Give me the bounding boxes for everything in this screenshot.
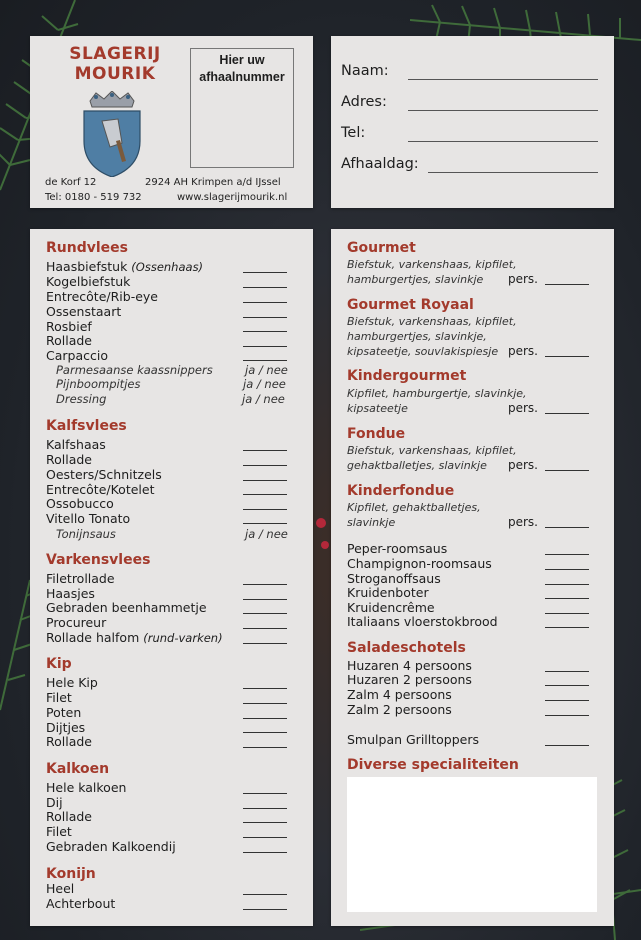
- section-title-diverse: Diverse specialiteiten: [347, 757, 519, 773]
- quantity-field[interactable]: [243, 331, 287, 332]
- quantity-field[interactable]: [545, 685, 589, 686]
- list-item: Hele Kip: [46, 675, 98, 690]
- list-item: Rollade: [46, 734, 93, 749]
- gourmet-order-panel: [331, 229, 614, 926]
- shop-website[interactable]: www.slagerijmourik.nl: [177, 192, 288, 203]
- quantity-field[interactable]: [243, 465, 287, 466]
- persons-field[interactable]: [545, 413, 589, 414]
- list-item: Procureur: [46, 615, 107, 630]
- list-item: Carpaccio: [46, 348, 108, 363]
- quantity-field[interactable]: [243, 732, 287, 733]
- shop-phone: Tel: 0180 - 519 732: [45, 192, 142, 203]
- name-label: Naam:: [341, 63, 389, 79]
- berry-decoration: [313, 515, 333, 555]
- quantity-field[interactable]: [243, 808, 287, 809]
- quantity-field[interactable]: [243, 494, 287, 495]
- quantity-field[interactable]: [243, 346, 287, 347]
- quantity-field[interactable]: [545, 598, 589, 599]
- extra-option: Pijnboompitjes: [56, 377, 141, 391]
- list-item: Entrecôte/Kotelet: [46, 482, 155, 497]
- yes-no-option[interactable]: ja / nee: [243, 377, 286, 391]
- phone-label: Tel:: [341, 125, 366, 141]
- quantity-field[interactable]: [243, 837, 287, 838]
- pers-label: pers.: [508, 272, 538, 286]
- list-item: Ossenstaart: [46, 304, 122, 319]
- quantity-field[interactable]: [243, 852, 287, 853]
- list-item: Kruidenboter: [347, 585, 429, 600]
- phone-field[interactable]: [408, 140, 598, 142]
- persons-field[interactable]: [545, 470, 589, 471]
- section-title-kalfsvlees: Kalfsvlees: [46, 418, 127, 434]
- quantity-field[interactable]: [545, 569, 589, 570]
- section-title-varkensvlees: Varkensvlees: [46, 552, 151, 568]
- pickup-day-label: Afhaaldag:: [341, 156, 419, 172]
- section-title-gourmet-royaal: Gourmet Royaal: [347, 297, 474, 313]
- yes-no-option[interactable]: ja / nee: [245, 527, 288, 541]
- quantity-field[interactable]: [243, 302, 287, 303]
- list-item: Kalfshaas: [46, 437, 106, 452]
- quantity-field[interactable]: [243, 317, 287, 318]
- section-title-kinderfondue: Kinderfondue: [347, 483, 455, 499]
- list-item: Heel: [46, 881, 75, 896]
- persons-field[interactable]: [545, 527, 589, 528]
- crest-cleaver-icon: [82, 91, 142, 177]
- list-item: Rollade: [46, 333, 93, 348]
- section-title-saladeschotels: Saladeschotels: [347, 640, 466, 656]
- list-item: Gebraden beenhammetje: [46, 600, 207, 615]
- quantity-field[interactable]: [243, 718, 287, 719]
- quantity-field[interactable]: [545, 715, 589, 716]
- quantity-field[interactable]: [243, 793, 287, 794]
- section-title-gourmet: Gourmet: [347, 240, 416, 256]
- list-item: Rollade halfom (rund-varken): [46, 630, 223, 645]
- list-item: Dij: [46, 795, 63, 810]
- kindergourmet-description: Kipfilet, hamburgertje, slavinkje, kipsateetje: [347, 387, 527, 415]
- pers-label: pers.: [508, 344, 538, 358]
- list-item: Haasjes: [46, 586, 95, 601]
- quantity-field[interactable]: [243, 450, 287, 451]
- list-item: Achterbout: [46, 896, 116, 911]
- quantity-field[interactable]: [545, 613, 589, 614]
- section-title-kalkoen: Kalkoen: [46, 761, 110, 777]
- list-item: Filet: [46, 690, 72, 705]
- quantity-field[interactable]: [243, 599, 287, 600]
- quantity-field[interactable]: [243, 894, 287, 895]
- list-item: Rollade: [46, 452, 93, 467]
- gourmet-description: Biefstuk, varkenshaas, kipfilet, hamburgertjes, slavinkje: [347, 258, 517, 286]
- quantity-field[interactable]: [545, 627, 589, 628]
- quantity-field[interactable]: [545, 554, 589, 555]
- pickup-box-line2: afhaalnummer: [199, 70, 285, 84]
- section-title-rundvlees: Rundvlees: [46, 240, 128, 256]
- gourmet-royaal-description: Biefstuk, varkenshaas, kipfilet, hamburgertjes, slavinkje, kipsateetje, souvlakispiesje: [347, 315, 517, 358]
- quantity-field[interactable]: [243, 613, 287, 614]
- persons-field[interactable]: [545, 356, 589, 357]
- list-item: Stroganoffsaus: [347, 571, 441, 586]
- list-item: Champignon-roomsaus: [347, 556, 492, 571]
- pers-label: pers.: [508, 401, 538, 415]
- quantity-field[interactable]: [545, 584, 589, 585]
- quantity-field[interactable]: [545, 700, 589, 701]
- list-item: Peper-roomsaus: [347, 541, 448, 556]
- shop-name-line2: MOURIK: [74, 64, 156, 84]
- list-item: Filet: [46, 824, 72, 839]
- pickup-number-box[interactable]: [190, 48, 294, 168]
- quantity-field[interactable]: [243, 909, 287, 910]
- list-item: Rosbief: [46, 319, 92, 334]
- address-street: de Korf 12: [45, 177, 97, 188]
- quantity-field[interactable]: [243, 584, 287, 585]
- list-item: Poten: [46, 705, 82, 720]
- kinderfondue-description: Kipfilet, gehaktballetjes, slavinkje: [347, 501, 481, 529]
- section-title-fondue: Fondue: [347, 426, 406, 442]
- list-item: Huzaren 2 persoons: [347, 672, 472, 687]
- quantity-field[interactable]: [545, 745, 589, 746]
- shop-header-panel: [30, 36, 313, 208]
- list-item: Dijtjes: [46, 720, 86, 735]
- list-item: Rollade: [46, 809, 93, 824]
- list-item: Zalm 4 persoons: [347, 687, 452, 702]
- meat-order-panel: [30, 229, 313, 926]
- address-field[interactable]: [408, 109, 598, 111]
- persons-field[interactable]: [545, 284, 589, 285]
- section-title-kindergourmet: Kindergourmet: [347, 368, 467, 384]
- list-item: Entrecôte/Rib-eye: [46, 289, 158, 304]
- list-item: Filetrollade: [46, 571, 115, 586]
- quantity-field[interactable]: [243, 272, 287, 273]
- pers-label: pers.: [508, 515, 538, 529]
- quantity-field[interactable]: [243, 688, 287, 689]
- quantity-field[interactable]: [243, 523, 287, 524]
- list-item: Kogelbiefstuk: [46, 274, 131, 289]
- shop-name-line1: SLAGERIJ: [69, 44, 161, 64]
- fondue-description: Biefstuk, varkenshaas, kipfilet, gehaktballetjes, slavinkje: [347, 444, 517, 472]
- quantity-field[interactable]: [243, 509, 287, 510]
- pers-label: pers.: [508, 458, 538, 472]
- quantity-field[interactable]: [243, 628, 287, 629]
- list-item: Smulpan Grilltoppers: [347, 732, 480, 747]
- extra-option: Tonijnsaus: [56, 527, 116, 541]
- list-item: Vitello Tonato: [46, 511, 131, 526]
- customer-details-panel: [331, 36, 614, 208]
- list-item: Italiaans vloerstokbrood: [347, 614, 498, 629]
- list-item: Kruidencrême: [347, 600, 435, 615]
- extra-option: Dressing: [56, 392, 107, 406]
- quantity-field[interactable]: [545, 671, 589, 672]
- section-title-konijn: Konijn: [46, 866, 96, 882]
- pickup-box-line1: Hier uw: [219, 53, 265, 67]
- address-city: 2924 AH Krimpen a/d IJssel: [145, 177, 281, 188]
- quantity-field[interactable]: [243, 703, 287, 704]
- diverse-notes-field[interactable]: [347, 777, 597, 912]
- yes-no-option[interactable]: ja / nee: [242, 392, 285, 406]
- quantity-field[interactable]: [243, 480, 287, 481]
- shop-logo-text: [40, 44, 190, 84]
- list-item: Haasbiefstuk (Ossenhaas): [46, 259, 204, 274]
- section-title-kip: Kip: [46, 656, 72, 672]
- quantity-field[interactable]: [243, 822, 287, 823]
- list-item: Zalm 2 persoons: [347, 702, 452, 717]
- pickup-day-field[interactable]: [428, 171, 598, 173]
- list-item: Huzaren 4 persoons: [347, 658, 472, 673]
- quantity-field[interactable]: [243, 643, 287, 644]
- list-item: Oesters/Schnitzels: [46, 467, 162, 482]
- address-label: Adres:: [341, 94, 387, 110]
- extra-option: Parmesaanse kaassnippers: [56, 363, 213, 377]
- yes-no-option[interactable]: ja / nee: [245, 363, 288, 377]
- name-field[interactable]: [408, 78, 598, 80]
- list-item: Gebraden Kalkoendij: [46, 839, 176, 854]
- quantity-field[interactable]: [243, 747, 287, 748]
- quantity-field[interactable]: [243, 360, 287, 361]
- list-item: Ossobucco: [46, 496, 114, 511]
- quantity-field[interactable]: [243, 287, 287, 288]
- list-item: Hele kalkoen: [46, 780, 127, 795]
